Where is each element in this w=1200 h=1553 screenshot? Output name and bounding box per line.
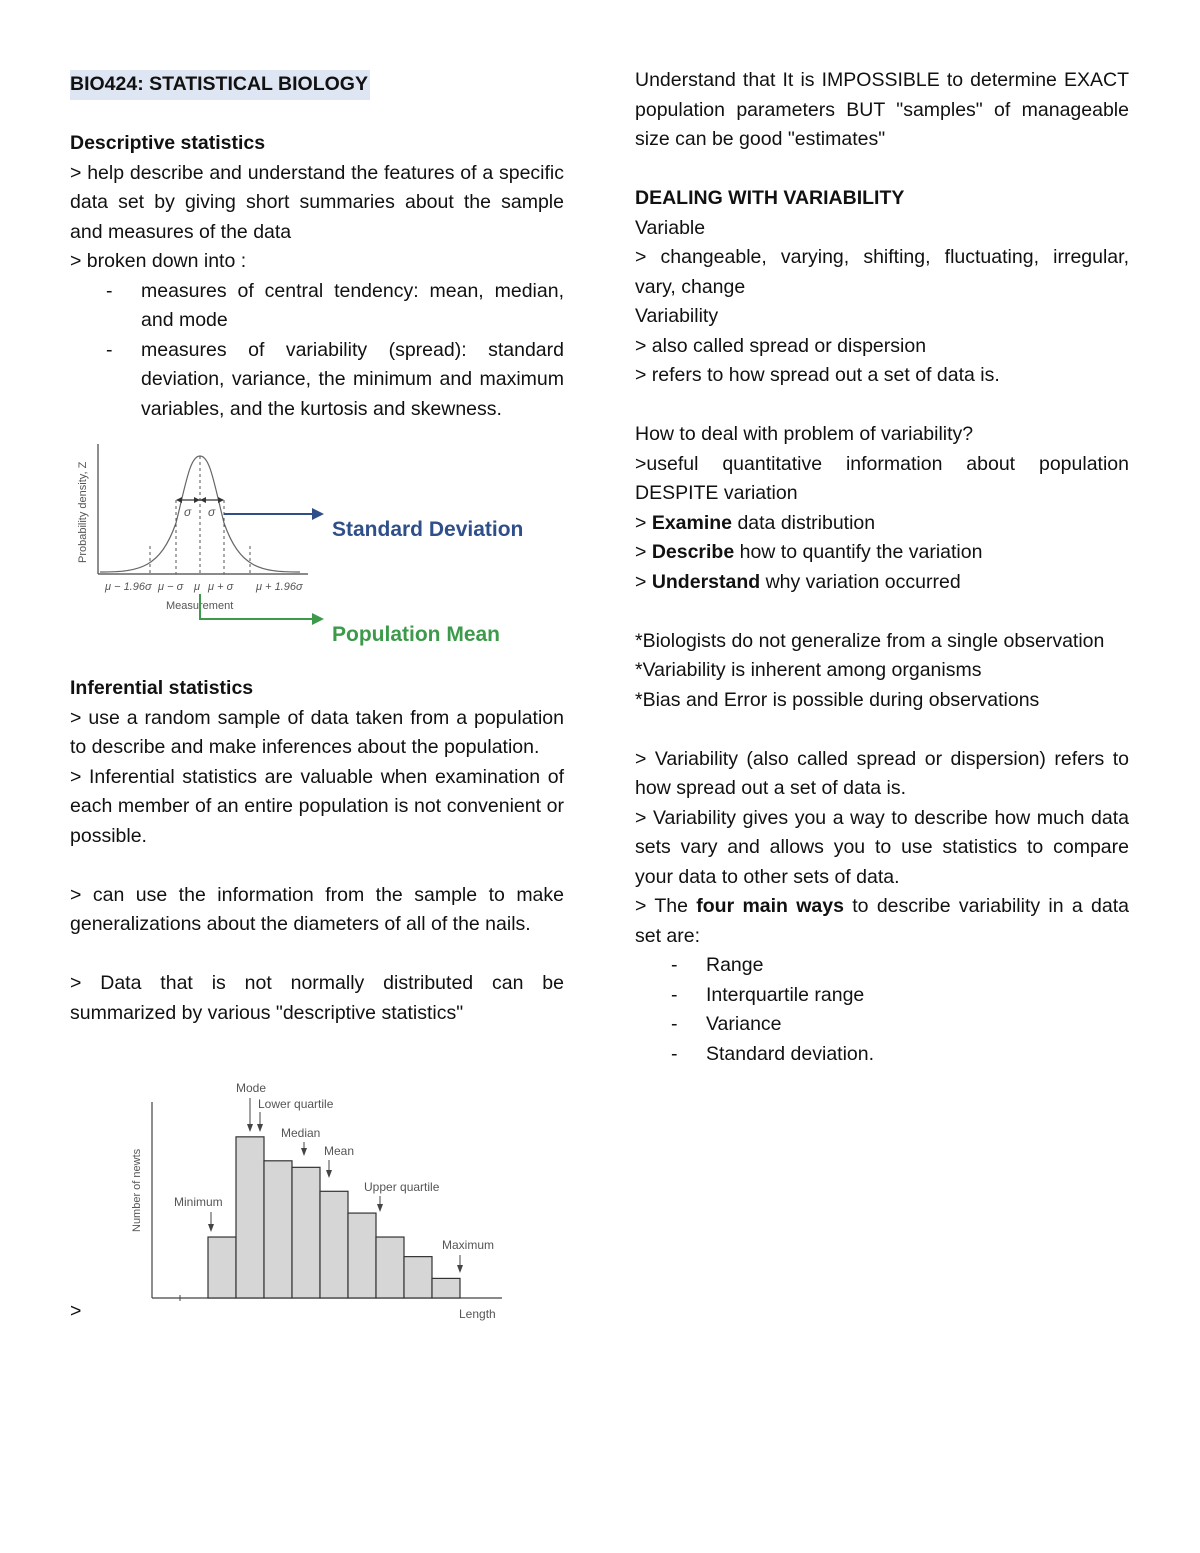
standard-deviation-label: Standard Deviation (332, 518, 524, 541)
way-standard-deviation (635, 1040, 1129, 1070)
variable-label: Variable (635, 216, 706, 239)
x-axis-label: Measurement (166, 600, 234, 612)
annotation-upper-quartile: Upper quartile (364, 1180, 440, 1194)
mode-arrowhead (247, 1124, 253, 1132)
inferential-p1: > use a random sample of data taken from a population to describe and make inferences about the population. (70, 706, 564, 758)
variability-point-1: > Variability (also called spread or dispersion) refers to how spread out a set of data is. (635, 747, 1129, 799)
step-rest: data distribution (732, 511, 876, 534)
annotation-lower-quartile: Lower quartile (258, 1097, 334, 1111)
normal-distribution-svg (70, 438, 564, 674)
minimum-arrowhead (208, 1224, 214, 1232)
dash-marker: - (106, 279, 113, 302)
spacer (635, 391, 1129, 421)
way-range (635, 951, 1129, 981)
hist-bar-5 (320, 1191, 348, 1298)
step-bold: Examine (651, 511, 733, 534)
spacer (635, 597, 1129, 627)
normal-distribution-figure (70, 438, 564, 674)
spacer (70, 100, 564, 130)
bullet-variability (70, 336, 564, 425)
hist-x-label: Length (459, 1307, 496, 1321)
bullet-central-tendency (70, 277, 564, 336)
annotation-median: Median (281, 1126, 321, 1140)
step-understand (635, 568, 1129, 598)
note-bias: *Bias and Error is possible during observations (635, 688, 1040, 711)
variability-desc-2: > refers to how spread out a set of data is. (635, 364, 1000, 386)
hist-bar-2 (236, 1137, 264, 1298)
mean-pointer-arrowhead (312, 613, 324, 625)
spacer (70, 851, 564, 881)
sigma-arrowhead-mid-left (194, 497, 200, 503)
hist-bar-1 (208, 1237, 236, 1298)
variability-desc-1: > also called spread or dispersion (635, 334, 927, 357)
inferential-heading: Inferential statistics (70, 677, 254, 699)
y-axis-label: Probability density, Z (77, 461, 89, 563)
variability-point-3 (635, 892, 1129, 951)
sigma-label-left: σ (184, 505, 192, 519)
way-text: Interquartile range (706, 983, 865, 1006)
step-prefix: > (635, 511, 652, 534)
tick-plus-sigma: μ + σ (208, 581, 234, 593)
annotation-maximum: Maximum (442, 1238, 495, 1252)
left-column (70, 66, 564, 1340)
upper-quartile-arrowhead (377, 1204, 383, 1212)
descriptive-paragraph: > help describe and understand the features of a specific data set by giving short summaries about the sample and measures of the data (70, 161, 564, 243)
step-describe (635, 538, 1129, 568)
tick-plus-196-sigma: μ + 1.96σ (256, 581, 303, 593)
dash-marker: - (671, 983, 678, 1006)
population-mean-label: Population Mean (332, 623, 500, 646)
bullet-text: measures of variability (spread): standard deviation, variance, the minimum and maximum variables, and the kurtosis and skewness. (141, 338, 564, 420)
tick-minus-196-sigma: μ − 1.96σ (105, 581, 152, 593)
step-examine (635, 509, 1129, 539)
dash-marker: - (106, 338, 113, 361)
hist-bar-4 (292, 1167, 320, 1298)
hist-bar-6 (348, 1213, 376, 1298)
greater-than-marker: > (70, 1299, 82, 1322)
histogram-figure (70, 1050, 564, 1340)
annotation-minimum: Minimum (174, 1195, 223, 1209)
right-column (635, 66, 1129, 1069)
variability-question: How to deal with problem of variability? (635, 423, 974, 445)
v3-bold: four main ways (696, 895, 844, 917)
inferential-p4: > Data that is not normally distributed can be summarized by various "descriptive statistics" (70, 972, 564, 1024)
descriptive-heading: Descriptive statistics (70, 132, 266, 154)
lower-quartile-arrowhead (257, 1124, 263, 1132)
hist-bar-8 (404, 1257, 432, 1298)
bullet-text: measures of central tendency: mean, median, and mode (141, 279, 564, 331)
dash-marker: - (671, 1013, 678, 1035)
hist-bar-3 (264, 1161, 292, 1298)
step-prefix: > (635, 570, 652, 593)
way-variance (635, 1010, 1129, 1040)
variability-label: Variability (635, 305, 719, 327)
v3-rest: to describe variability in a data set are: (635, 895, 1129, 947)
step-bold: Describe (651, 541, 735, 563)
way-text: Range (706, 954, 764, 976)
sigma-arrowhead-right (218, 497, 224, 503)
hist-bar-7 (376, 1237, 404, 1298)
maximum-arrowhead (457, 1265, 463, 1273)
tick-minus-sigma: μ − σ (158, 581, 184, 593)
histogram-svg (70, 1050, 564, 1340)
v3-prefix: > The (635, 895, 697, 917)
hist-bars (208, 1137, 460, 1298)
useful-info-line: >useful quantitative information about population DESPITE variation (635, 452, 1129, 504)
sigma-arrowhead-mid-right (200, 497, 206, 503)
median-arrowhead (301, 1148, 307, 1156)
step-rest: why variation occurred (760, 570, 961, 593)
variability-heading: DEALING WITH VARIABILITY (635, 187, 905, 209)
intro-paragraph: Understand that It is IMPOSSIBLE to determine EXACT population parameters BUT "samples" of manageable size can be good "estimates" (635, 69, 1129, 150)
sigma-arrowhead-left (176, 497, 182, 503)
variability-point-2: > Variability gives you a way to describe how much data sets vary and allows you to use statistics to compare your data to other sets of data. (635, 806, 1129, 888)
note-inherent: *Variability is inherent among organisms (635, 659, 982, 681)
step-prefix: > (635, 541, 652, 563)
spacer (70, 940, 564, 970)
spacer (635, 155, 1129, 185)
mean-arrowhead (326, 1170, 332, 1178)
step-bold: Understand (651, 570, 761, 593)
inferential-p2: > Inferential statistics are valuable when examination of each member of an entire population is not convenient or possible. (70, 765, 564, 847)
hist-bar-9 (432, 1278, 460, 1298)
sd-pointer-arrowhead (312, 508, 324, 520)
way-text: Standard deviation. (706, 1042, 875, 1065)
step-rest: how to quantify the variation (734, 541, 983, 563)
note-biologists: *Biologists do not generalize from a single observation (635, 629, 1105, 652)
broken-down-line: > broken down into : (70, 250, 247, 272)
sigma-label-right: σ (208, 505, 216, 519)
document-title: BIO424: STATISTICAL BIOLOGY (70, 70, 370, 100)
inferential-p3: > can use the information from the sample to make generalizations about the diameters of all of the nails. (70, 883, 564, 935)
way-iqr (635, 981, 1129, 1011)
tick-mu: μ (194, 581, 201, 593)
variable-description: > changeable, varying, shifting, fluctuating, irregular, vary, change (635, 246, 1129, 298)
annotation-mode: Mode (236, 1081, 267, 1095)
dash-marker: - (671, 954, 678, 976)
way-text: Variance (706, 1013, 782, 1035)
annotation-mean: Mean (324, 1144, 355, 1158)
hist-y-label: Number of newts (131, 1148, 143, 1232)
dash-marker: - (671, 1042, 678, 1065)
spacer (635, 715, 1129, 745)
